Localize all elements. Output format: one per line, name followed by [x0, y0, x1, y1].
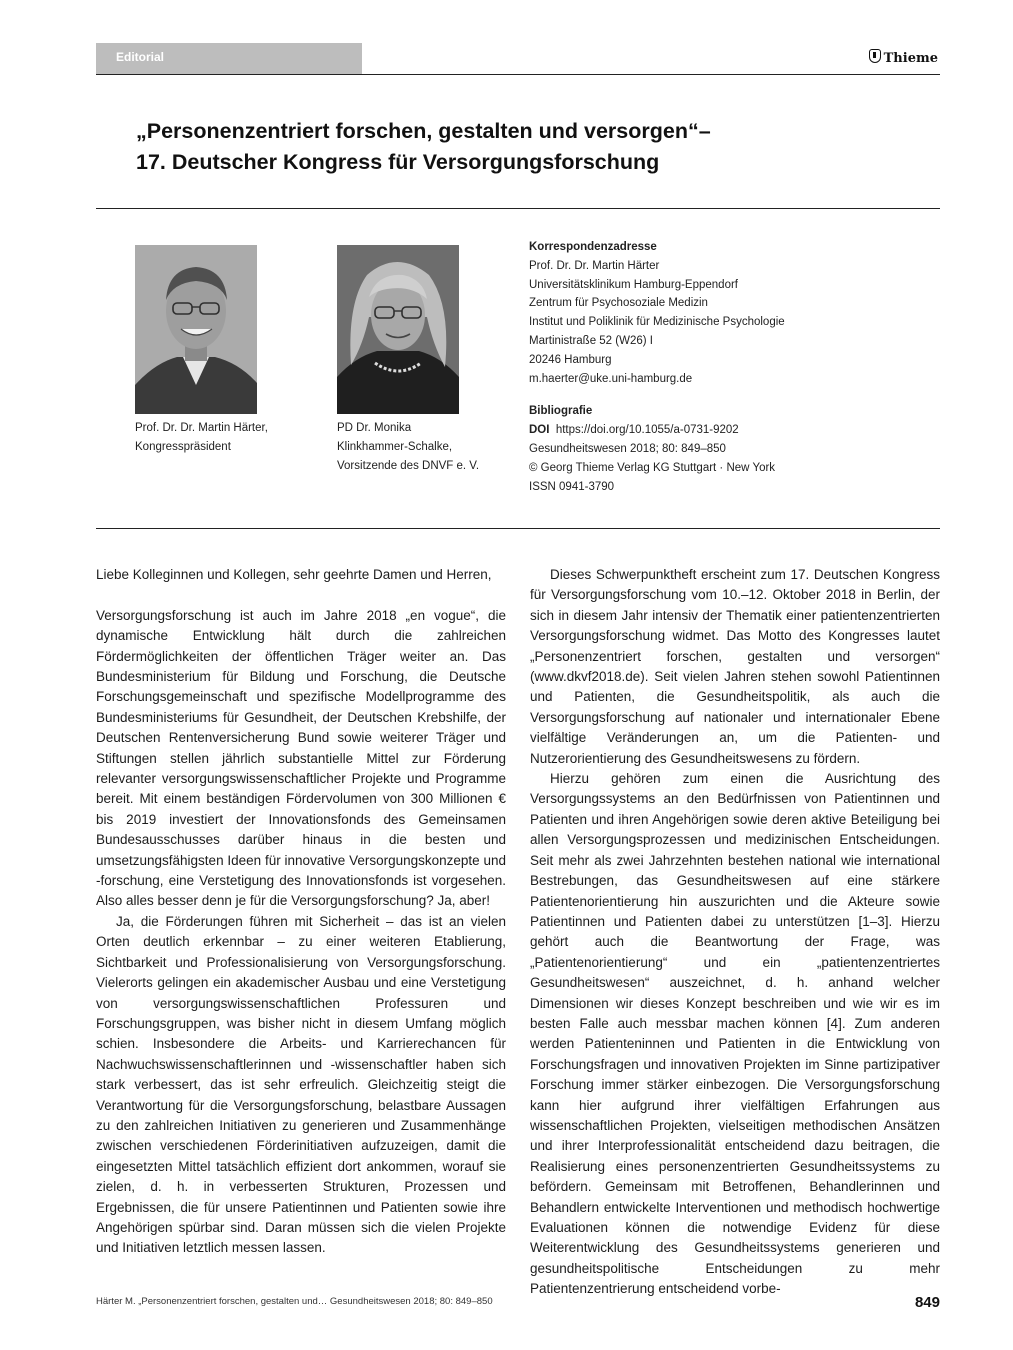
publisher-logo — [869, 49, 938, 66]
correspondence-line: Prof. Dr. Dr. Martin Härter — [529, 259, 660, 272]
body-paragraph: Dieses Schwerpunktheft erscheint zum 17. Deutschen Kongress für Versorgungsforschung vom 10.–12. Oktober 2018 in Berlin, der sich in diesem Jahr intensiv der Thematik einer patientenzentrierten Versorgungsforschung widmet. Das Motto des Kongresses lautet „Personenzentriert forschen, gestalten und versorgen“ (www.dkvf2018.de). Seit vielen Jahren stehen sowohl Patientinnen und Patienten, die Gesundheitspolitik, als auch die Versorgungsforschung auf nationaler und internationaler Ebene vielfältige Veränderungen an, um die Patienten- und Nutzerorientierung des Gesundheitswesens zu fördern. — [530, 567, 940, 766]
info-rule — [96, 528, 940, 529]
thieme-seal-icon — [869, 49, 881, 63]
correspondence-line: Martinistraße 52 (W26) I — [529, 334, 653, 347]
portrait-photo-haerter — [135, 245, 257, 414]
bibliography-line: Gesundheitswesen 2018; 80: 849–850 — [529, 442, 726, 455]
correspondence-line: Institut und Poliklinik für Medizinische Psychologie — [529, 316, 785, 329]
caption-line: Vorsitzende des DNVF e. V. — [337, 460, 480, 472]
title-rule — [96, 208, 940, 209]
publisher-name: Thieme — [883, 51, 938, 66]
body-column-right — [530, 565, 940, 1300]
footer-citation: Härter M. „Personenzentriert forschen, gestalten und… Gesundheitswesen 2018; 80: 849–850 — [96, 1296, 493, 1307]
correspondence-line: Zentrum für Psychosoziale Medizin — [529, 297, 708, 310]
title-line-2: 17. Deutscher Kongress für Versorgungsforschung — [136, 150, 660, 174]
bibliography-line: ISSN 0941-3790 — [529, 480, 615, 493]
doi-line — [529, 421, 859, 440]
correspondence-line: Universitätsklinikum Hamburg-Eppendorf — [529, 278, 738, 291]
bibliography-line: © Georg Thieme Verlag KG Stuttgart · New York — [529, 461, 776, 474]
body-paragraph: Versorgungsforschung ist auch im Jahre 2018 „en vogue“, die dynamische Entwicklung hält durch die zahlreichen Fördermöglichkeiten der öffentlichen Träger weiter an. Das Bundesministerium für Bildung und Forschung, die Deutsche Forschungsgemeinschaft und spezifische Modellprogramme des Bundesministeriums für Gesundheit, der Deutschen Krebshilfe, der Deutschen Rentenversicherung Bund sowie weiterer Träger und Stiftungen stellen jährlich substantielle Mittel zur Förderung relevanter versorgungswissenschaftlicher Projekte und Programme bereit. Mit einem beständigen Fördervolumen von 300 Millionen € bis 2019 investiert der Innovationsfonds des Gemeinsamen Bundesausschusses darüber hinaus in die besten und umsetzungsfähigsten Ideen für innovative Versorgungskonzepte und -forschung, eine Verstetigung des Innovationsfonds ist vorgesehen. Also alles besser denn je für die Versorgungsforschung? Ja, aber! — [96, 607, 506, 909]
body-column-left — [96, 565, 506, 1259]
caption-line: Klinkhammer-Schalke, — [337, 441, 453, 453]
section-label: Editorial — [116, 50, 165, 64]
caption-line: PD Dr. Monika — [337, 422, 412, 434]
bibliography-heading: Bibliografie — [529, 405, 593, 418]
email-link[interactable]: m.haerter@uke.uni-hamburg.de — [529, 372, 693, 385]
portrait-photo-klinkhammer-schalke — [337, 245, 459, 414]
body-paragraph: Ja, die Förderungen führen mit Sicherheit – das ist an vielen Orten deutlich erkennbar – zu einer weiteren Etablierung, Sichtbarkeit und Professionalisierung von Versorgungsforschung. Vielerorts gelingen ein akademischer Ausbau und eine Verstetigung von versorgungswissenschaftlichen Professuren und Forschungsgruppen, was bisher nicht in diesem Umfang möglich schien. Insbesondere die Arbeits- und Karrierechancen für Nachwuchswissenschaftlerinnen und -wissenschaftler haben sich stark verbessert, das ist sehr erfreulich. Gleichzeitig steigt die Verantwortung für die Versorgungsforschung, belastbare Aussagen zu den zahlreichen Initiativen zu generieren und Zusammenhänge zwischen verschiedenen Förderinitiativen aufzuzeigen, damit die eingesetzten Mittel tatsächlich effizient dort ankommen, worauf sie zielen, d. h. in verbesserten Strukturen, Prozessen und Ergebnissen, die für unsere Patientinnen und Patienten sowie ihre Angehörigen spürbar sind. Daran müssen sich die vielen Projekte und Initiativen letztlich messen lassen. — [96, 913, 506, 1256]
body-paragraph: Hierzu gehören zum einen die Ausrichtung des Versorgungssystems an den Bedürfnissen von Patientinnen und Patienten und ihren Angehörigen sowie deren aktive Beteiligung bei allen Versorgungsprozessen und medizinischen Entscheidungen. Seit mehr als zwei Jahrzehnten bestehen national wie international Bestrebungen, das Gesundheitswesen auf eine stärkere Patientenorientierung hin auszurichten und die Akteure sowie Patientinnen und Patienten dabei zu unterstützen [1–3]. Hierzu gehört auch die Beantwortung der Frage, was „Patientenorientierung“ und ein „patientenzentriertes Gesundheitswesen“ auszeichnet, d. h. anhand welcher Dimensionen wir dieses Konzept beschreiben und wie wir es im besten Falle auch messbar machen können [4]. Zum anderen werden Patienteninnen und Patienten in die Entwicklung von Forschungsfragen und innovativen Projekten im Sinne partizipativer Forschung immer stärker einbezogen. Die Versorgungsforschung kann hier aufgrund ihrer vielfältigen Erfahrungen aus wissenschaftlichen Projekten, vielseitigen methodischen Ansätzen und ihrer Interprofessionalität entscheidend dazu beitragen, die Realisierung eines personenzentrierten Gesundheitssystems zu befördern. Gemeinsam mit Betroffenen, Behandlerinnen und Behandlern entwickelte Interventionen und methodisch hochwertige Evaluationen können die notwendige Evidenz für diese Weiterentwicklung des Gesundheitssystems generieren und gesundheitspolitische Entscheidungen zu mehr Patientenzentrierung entscheidend vorbe- — [530, 771, 940, 1297]
article-title — [136, 116, 876, 178]
correspondence-heading: Korrespondenzadresse — [529, 241, 657, 253]
correspondence-line: 20246 Hamburg — [529, 353, 612, 366]
caption-haerter — [135, 419, 305, 457]
doi-link[interactable]: https://doi.org/10.1055/a-0731-9202 — [555, 424, 739, 437]
article-info-box — [529, 238, 859, 496]
section-tab — [96, 43, 362, 74]
caption-klinkhammer-schalke — [337, 419, 507, 476]
caption-line: Prof. Dr. Dr. Martin Härter, — [135, 422, 268, 434]
header-rule — [96, 74, 940, 75]
title-line-1: „Personenzentriert forschen, gestalten und versorgen“– — [136, 119, 711, 143]
doi-label: DOI — [529, 424, 550, 437]
salutation: Liebe Kolleginnen und Kollegen, sehr geehrte Damen und Herren, — [96, 567, 492, 582]
page-number: 849 — [914, 1294, 940, 1311]
caption-line: Kongresspräsident — [135, 441, 231, 453]
